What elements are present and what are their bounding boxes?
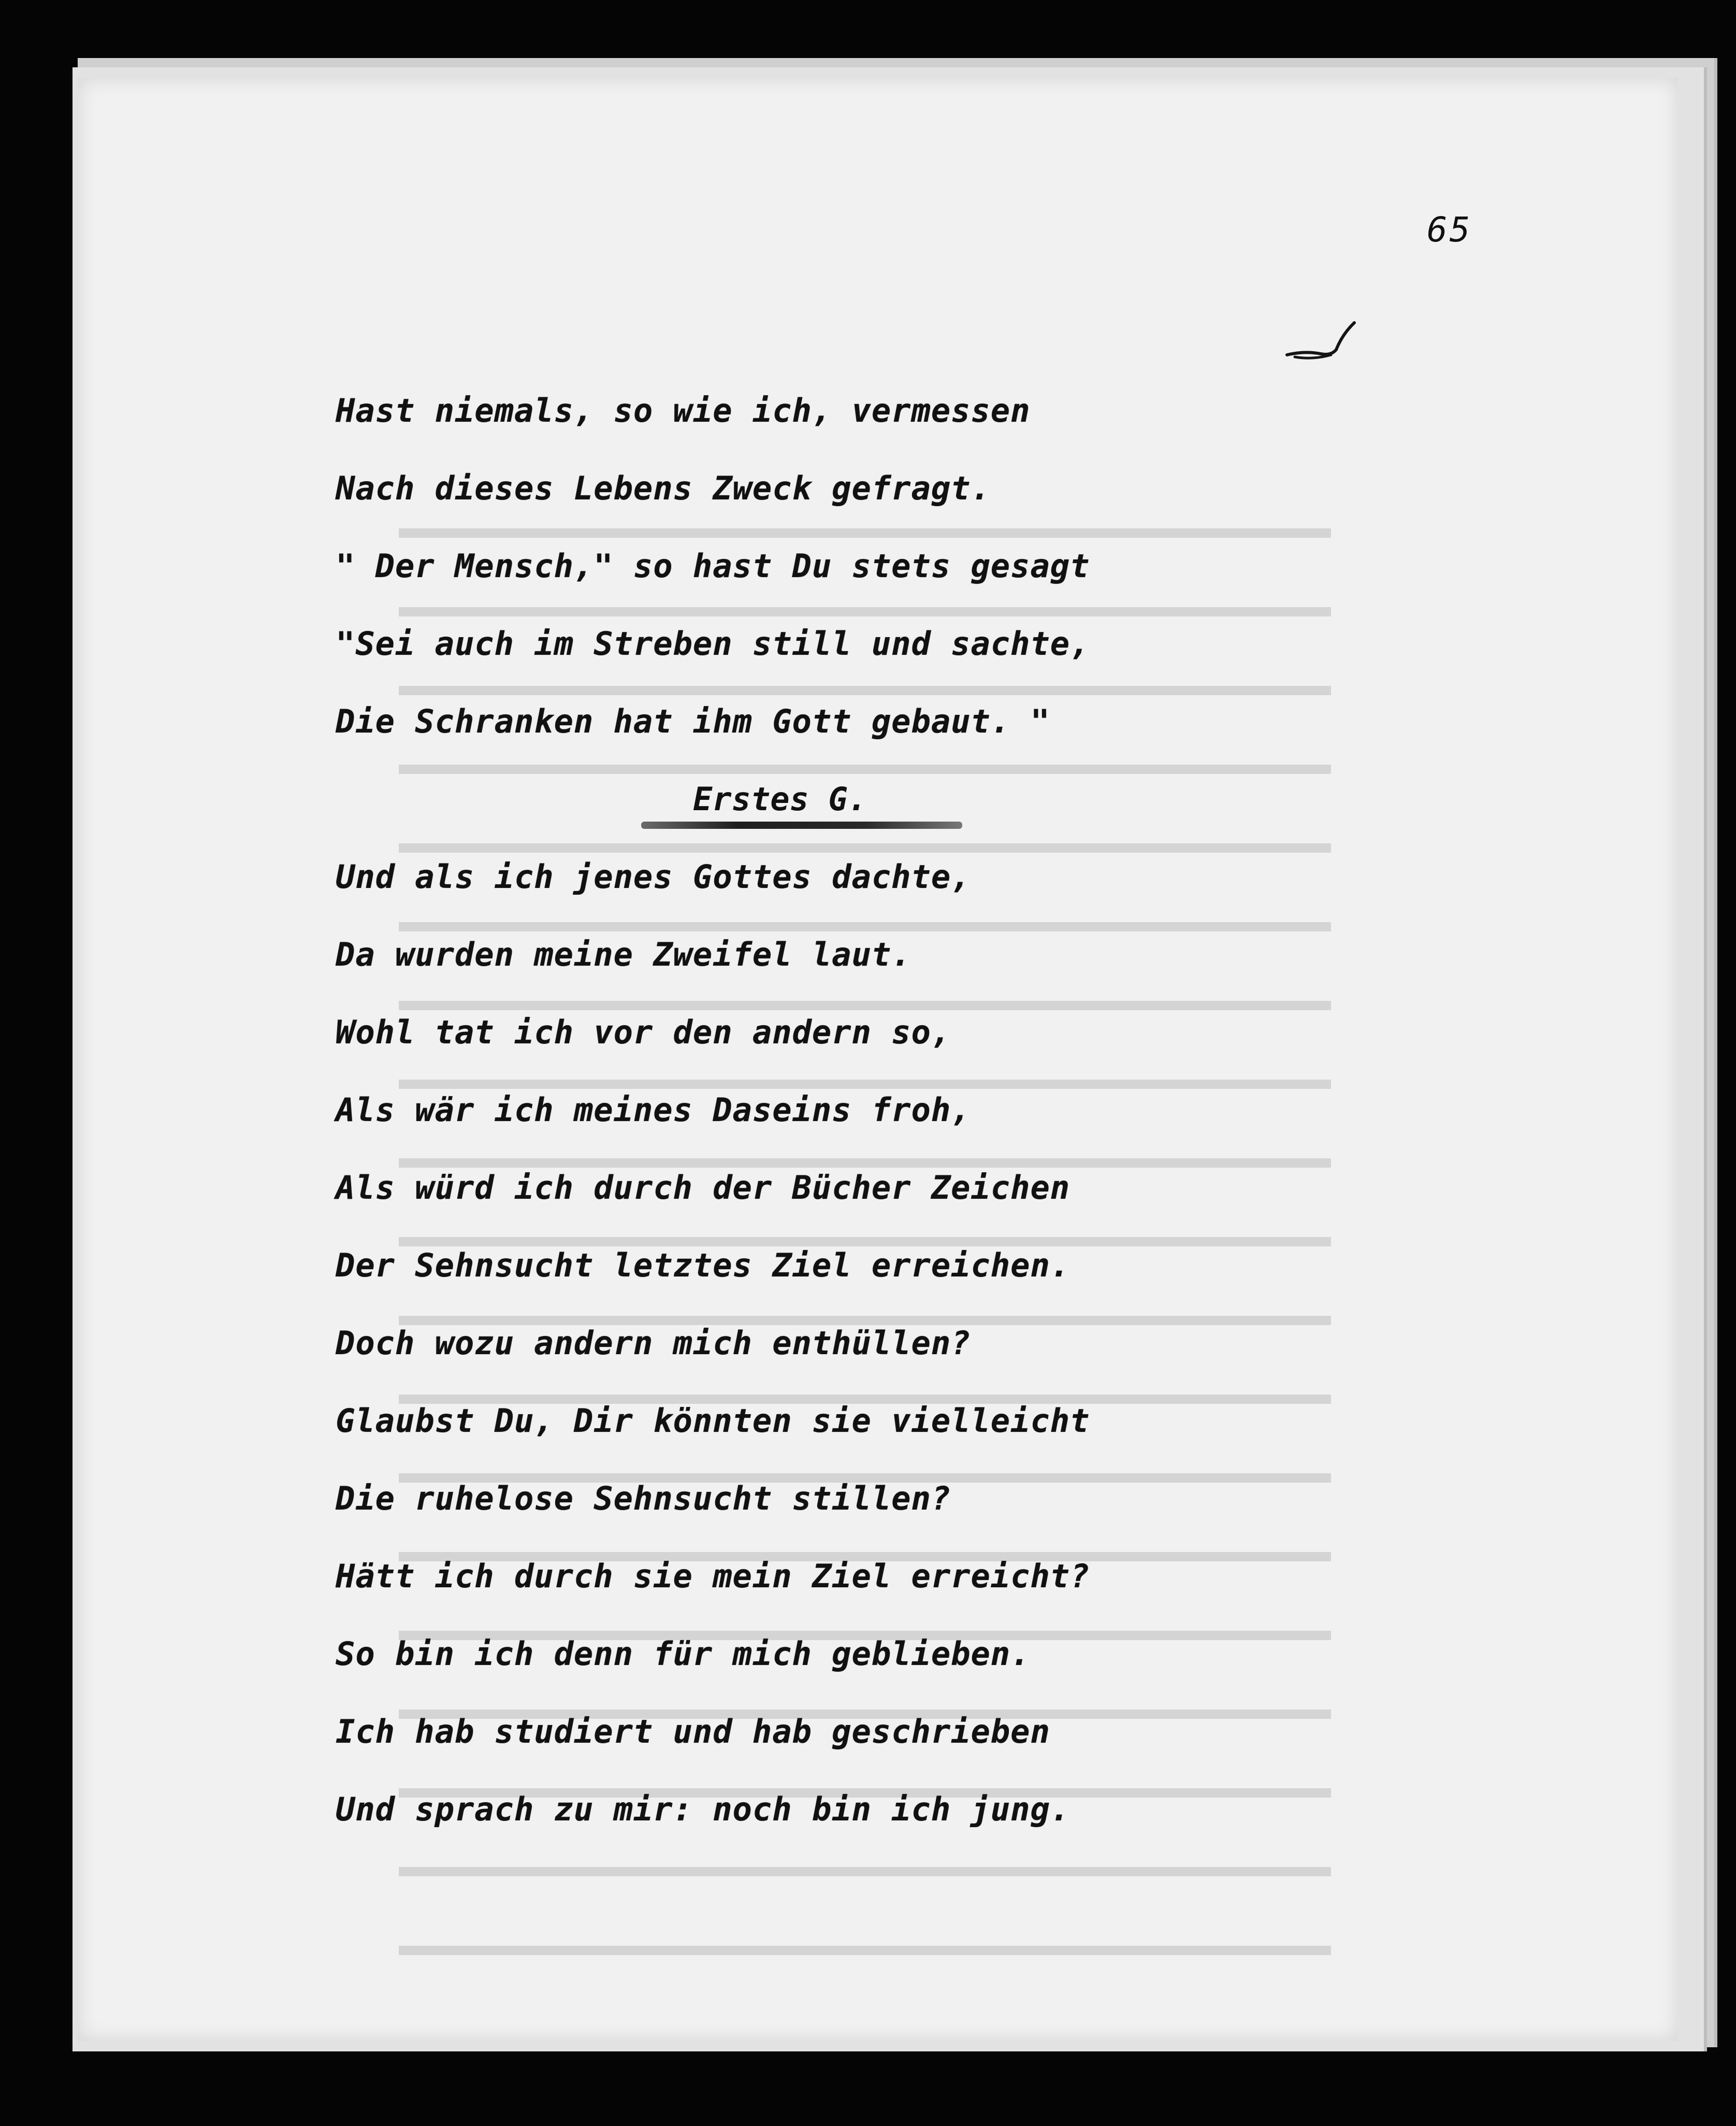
poem-line: Nach dieses Lebens Zweck gefragt. [336,469,991,507]
section-heading-text: Erstes G. [693,780,867,818]
poem-line: " Der Mensch," so hast Du stets gesagt [336,547,1090,585]
poem-line: Die ruhelose Sehnsucht stillen? [336,1479,951,1517]
poem-line: Als würd ich durch der Bücher Zeichen [336,1169,1070,1206]
poem-line: Als wär ich meines Daseins froh, [336,1091,971,1129]
poem-line: So bin ich denn für mich geblieben. [336,1635,1031,1673]
poem-line: Wohl tat ich vor den andern so, [336,1013,951,1051]
heading-underline [641,822,962,829]
poem-line: Hast niemals, so wie ich, vermessen [336,392,1031,429]
handwritten-check-mark [1284,319,1362,365]
poem-line: Der Sehnsucht letztes Ziel erreichen. [336,1246,1070,1284]
poem-line: Glaubst Du, Dir könnten sie vielleicht [336,1402,1090,1440]
poem-line: Hätt ich durch sie mein Ziel erreicht? [336,1557,1090,1595]
poem-line: Ich hab studiert und hab geschrieben [336,1713,1050,1750]
poem-line: Die Schranken hat ihm Gott gebaut. " [336,702,1050,740]
poem-line: Da wurden meine Zweifel laut. [336,936,912,973]
poem-line: Doch wozu andern mich enthüllen? [336,1324,971,1362]
poem-line: "Sei auch im Streben still und sachte, [336,625,1090,663]
poem-line: Und als ich jenes Gottes dachte, [336,858,971,896]
section-heading [336,760,1090,838]
poem-text [336,372,1090,1848]
page-number: 65 [1427,210,1472,250]
poem-line: Und sprach zu mir: noch bin ich jung. [336,1790,1070,1828]
